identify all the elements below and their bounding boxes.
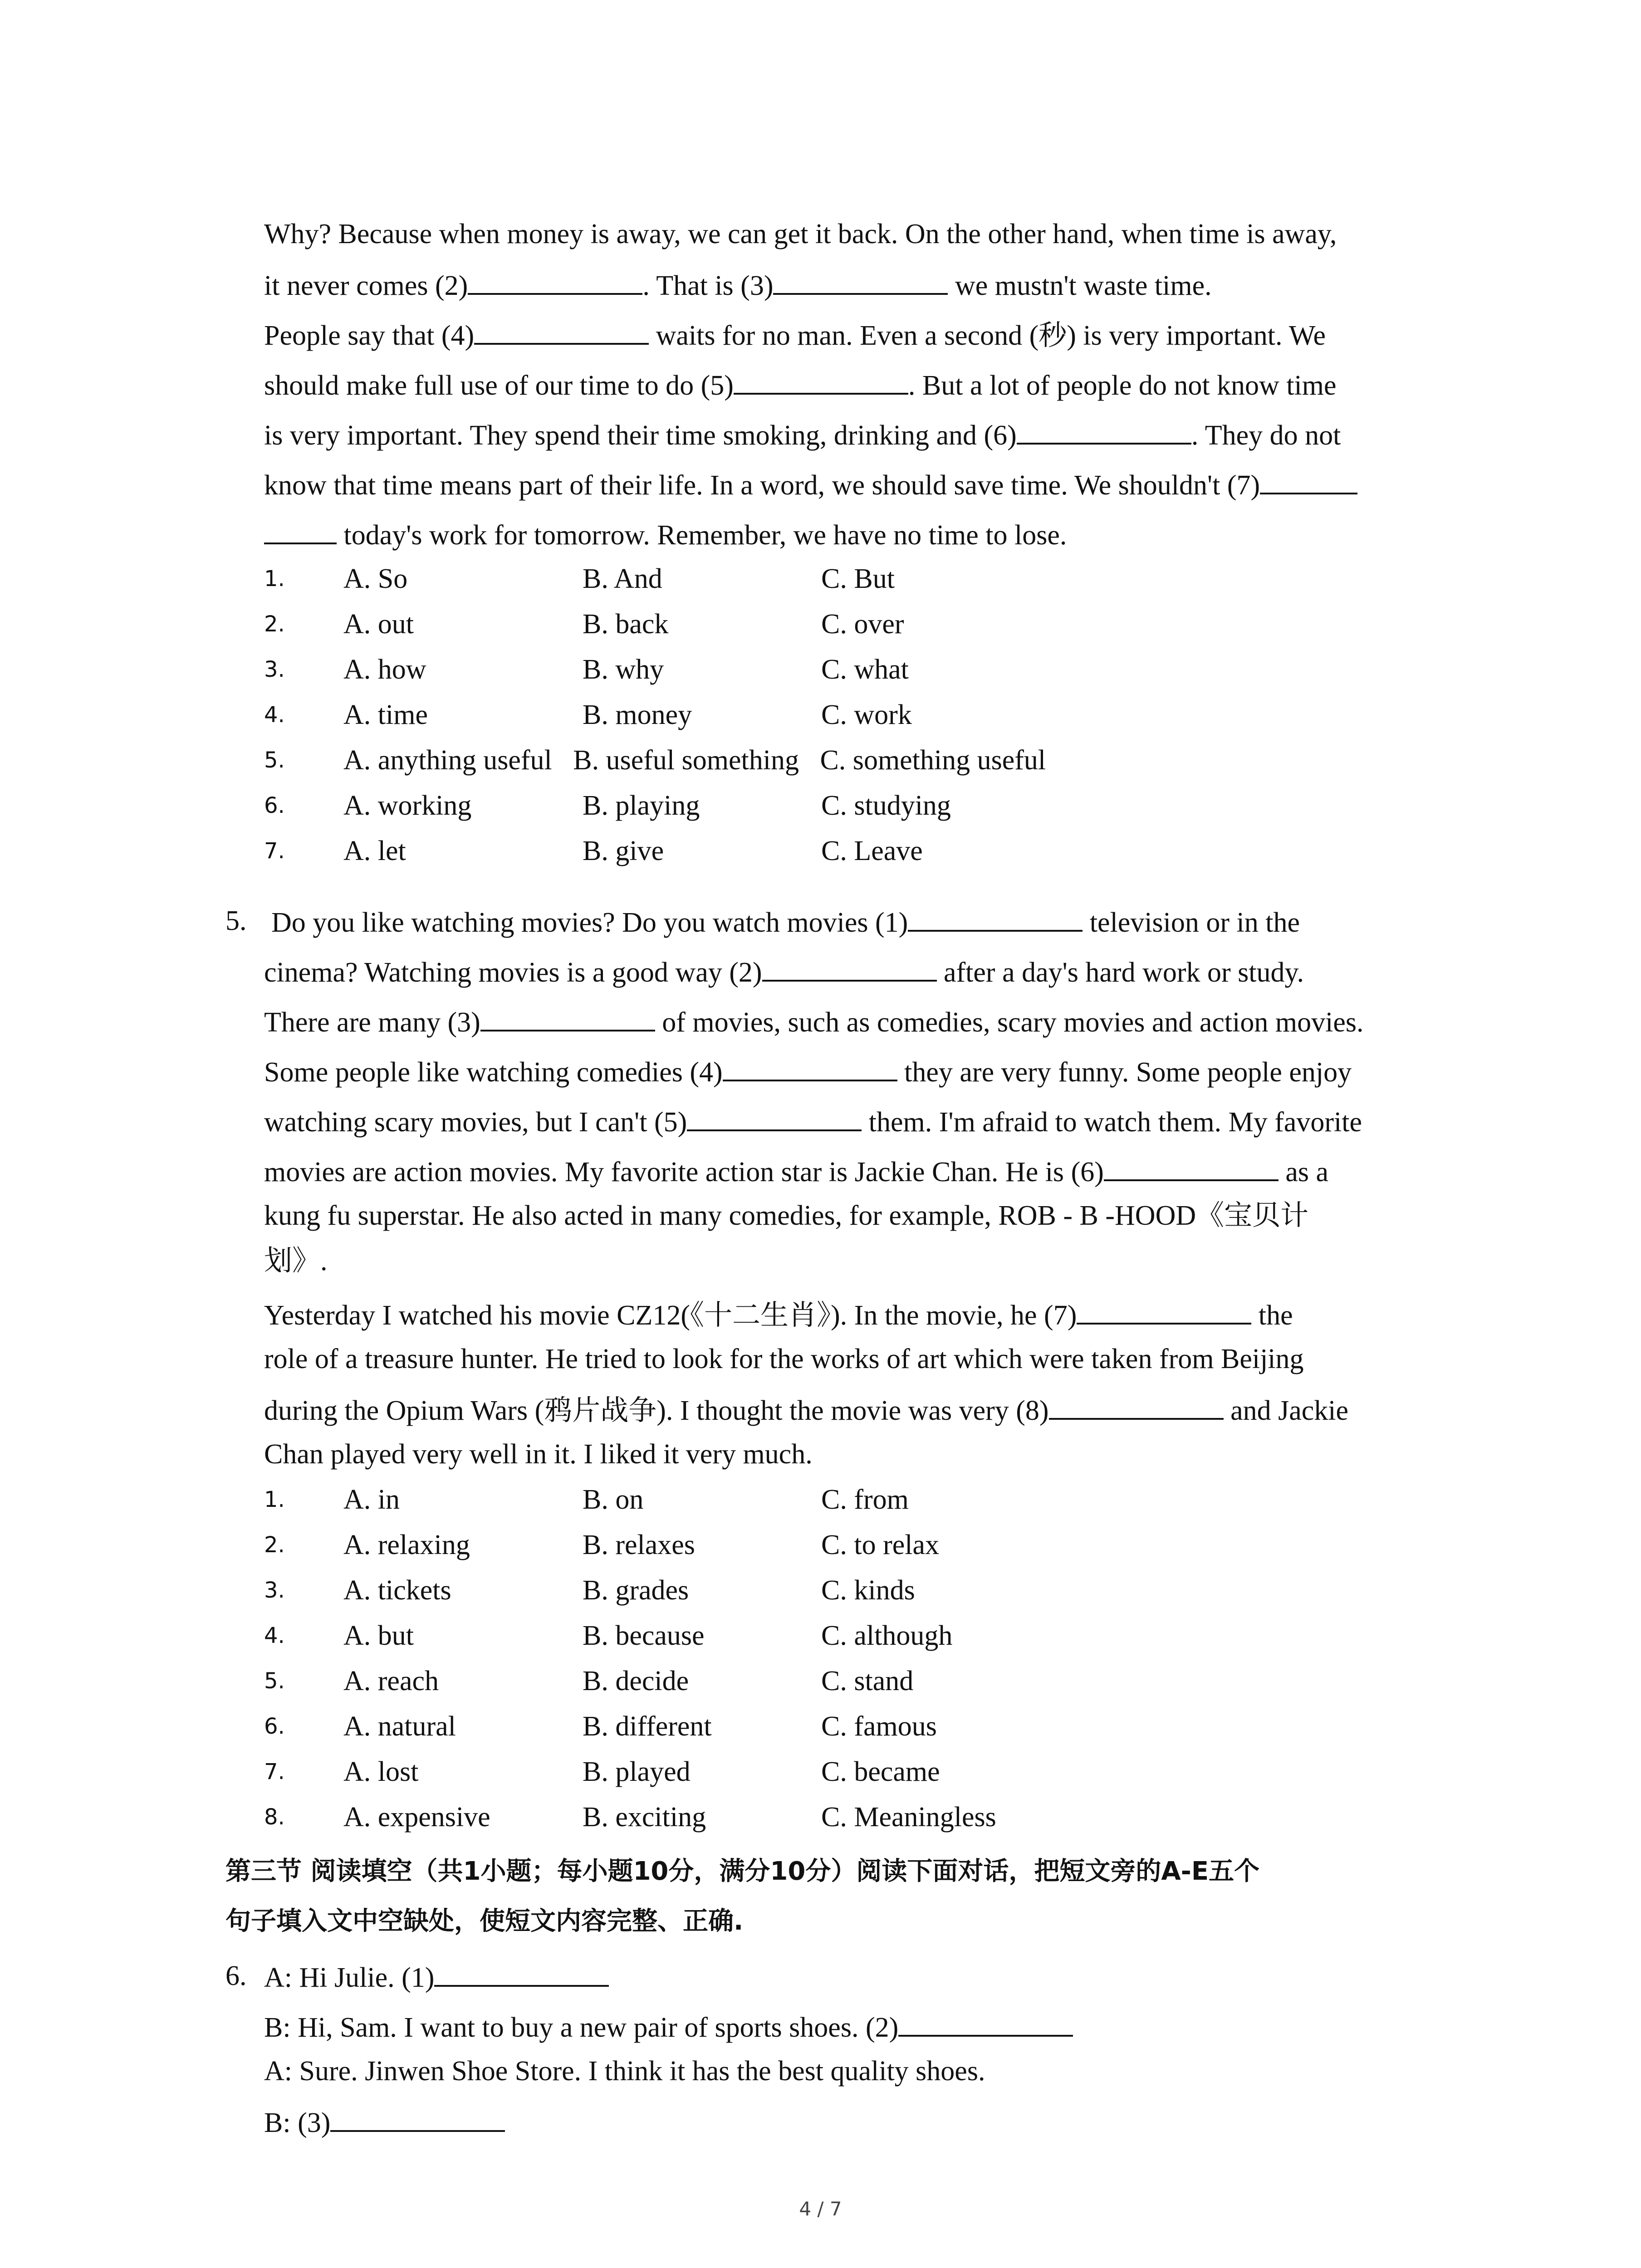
passage-line: People say that (4) waits for no man. Even a second (秒) is very important. We (264, 316, 1326, 354)
option-number: 6. (264, 793, 285, 818)
passage-line: during the Opium Wars (鸦片战争). I thought the movie was very (8) and Jackie (264, 1391, 1348, 1429)
option-b: B. grades (583, 1575, 689, 1606)
answer-blank (908, 903, 1083, 932)
passage-line: Some people like watching comedies (4) they are very funny. Some people enjoy (264, 1052, 1352, 1090)
option-b: B. money (583, 699, 692, 730)
passage-line: 划》. (264, 1246, 328, 1276)
option-c: C. studying (821, 790, 951, 821)
option-number: 3. (264, 657, 285, 682)
option-a: A. lost (343, 1756, 419, 1787)
option-c: C. famous (821, 1711, 937, 1742)
option-a: A. tickets (343, 1575, 451, 1606)
dialogue-line: B: Hi, Sam. I want to buy a new pair of sports shoes. (2) (264, 2008, 1073, 2046)
answer-blank (773, 266, 948, 295)
option-b: B. give (583, 836, 664, 866)
passage-line: There are many (3) of movies, such as comedies, scary movies and action movies. (264, 1002, 1363, 1041)
passage-line: role of a treasure hunter. He tried to look for the works of art which were taken from Beijing (264, 1344, 1304, 1374)
option-b: B. why (583, 654, 664, 685)
option-line: A. anything useful B. useful something C. something useful (343, 745, 1046, 776)
passage-line: watching scary movies, but I can't (5) them. I'm afraid to watch them. My favorite (264, 1102, 1362, 1140)
answer-blank (468, 266, 642, 295)
passage-line: today's work for tomorrow. Remember, we have no time to lose. (264, 515, 1067, 553)
option-b: B. because (583, 1620, 705, 1651)
option-c: C. Meaningless (821, 1802, 996, 1833)
answer-blank (264, 515, 337, 544)
answer-blank (687, 1102, 862, 1131)
option-a: A. relaxing (343, 1530, 470, 1560)
option-number: 4. (264, 1623, 285, 1648)
passage-line: kung fu superstar. He also acted in many comedies, for example, ROB - B -HOOD《宝贝计 (264, 1200, 1309, 1231)
option-b: B. played (583, 1756, 691, 1787)
option-c: C. what (821, 654, 909, 685)
option-number: 1. (264, 1487, 285, 1512)
option-a: A. out (343, 609, 414, 640)
option-c: C. from (821, 1484, 909, 1515)
option-c: C. kinds (821, 1575, 915, 1606)
option-number: 5. (264, 748, 285, 773)
option-number: 3. (264, 1578, 285, 1603)
option-number: 2. (264, 611, 285, 637)
question-number: 6. (225, 1960, 247, 1991)
option-c: C. work (821, 699, 912, 730)
answer-blank (1049, 1391, 1224, 1420)
option-number: 8. (264, 1804, 285, 1830)
option-number: 2. (264, 1532, 285, 1558)
answer-blank (734, 366, 908, 395)
option-a: A. how (343, 654, 426, 685)
option-b: B. exciting (583, 1802, 706, 1833)
option-number: 1. (264, 566, 285, 591)
option-b: B. relaxes (583, 1530, 695, 1560)
passage-line: Do you like watching movies? Do you watch movies (1) television or in the (271, 903, 1300, 941)
option-a: A. let (343, 836, 406, 866)
option-a: A. time (343, 699, 428, 730)
option-c: C. although (821, 1620, 953, 1651)
option-number: 7. (264, 1759, 285, 1784)
option-a: A. in (343, 1484, 400, 1515)
dialogue-line: A: Sure. Jinwen Shoe Store. I think it has the best quality shoes. (264, 2056, 985, 2087)
passage-line: Why? Because when money is away, we can get it back. On the other hand, when time is away, (264, 219, 1337, 249)
passage-line: it never comes (2) . That is (3) we mustn't waste time. (264, 266, 1212, 304)
passage-line: Yesterday I watched his movie CZ12(《十二生肖》). In the movie, he (7) the (264, 1295, 1293, 1334)
option-a: A. but (343, 1620, 414, 1651)
option-a: A. working (343, 790, 472, 821)
option-b: B. And (583, 563, 662, 594)
answer-blank (898, 2008, 1073, 2037)
option-number: 6. (264, 1714, 285, 1739)
option-a: A. natural (343, 1711, 456, 1742)
answer-blank (723, 1052, 897, 1081)
answer-blank (434, 1958, 609, 1987)
option-c: C. Leave (821, 836, 923, 866)
option-b: B. back (583, 609, 669, 640)
option-b: B. playing (583, 790, 700, 821)
option-number: 4. (264, 702, 285, 728)
answer-blank (1260, 465, 1357, 494)
section-heading: 第三节 阅读填空（共1小题；每小题10分，满分10分）阅读下面对话，把短文旁的A-E五个 (225, 1857, 1260, 1886)
option-number: 5. (264, 1668, 285, 1694)
option-c: C. to relax (821, 1530, 939, 1560)
option-b: B. decide (583, 1666, 689, 1696)
option-b: B. on (583, 1484, 644, 1515)
passage-line: is very important. They spend their time smoking, drinking and (6) . They do not (264, 415, 1341, 454)
dialogue-line: A: Hi Julie. (1) (264, 1958, 609, 1996)
answer-blank (474, 316, 649, 345)
passage-line: know that time means part of their life. In a word, we should save time. We shouldn't (7) (264, 465, 1357, 503)
option-a: A. reach (343, 1666, 439, 1696)
option-c: C. over (821, 609, 904, 640)
answer-blank (330, 2103, 505, 2132)
section-heading: 句子填入文中空缺处，使短文内容完整、正确. (225, 1906, 744, 1936)
option-a: A. So (343, 563, 408, 594)
option-c: C. But (821, 563, 895, 594)
option-b: B. different (583, 1711, 712, 1742)
option-a: A. expensive (343, 1802, 490, 1833)
dialogue-line: B: (3) (264, 2103, 505, 2141)
passage-line: should make full use of our time to do (5) . But a lot of people do not know time (264, 366, 1337, 404)
answer-blank (1017, 415, 1191, 445)
option-c: C. stand (821, 1666, 914, 1696)
answer-blank (1077, 1295, 1251, 1325)
passage-line: Chan played very well in it. I liked it very much. (264, 1439, 813, 1470)
answer-blank (762, 953, 937, 982)
passage-line: movies are action movies. My favorite action star is Jackie Chan. He is (6) as a (264, 1152, 1328, 1190)
option-number: 7. (264, 838, 285, 864)
answer-blank (1104, 1152, 1279, 1181)
passage-line: cinema? Watching movies is a good way (2) after a day's hard work or study. (264, 953, 1304, 991)
page-number: 4 / 7 (799, 2198, 842, 2220)
option-c: C. became (821, 1756, 940, 1787)
question-number: 5. (225, 905, 247, 936)
answer-blank (480, 1002, 655, 1031)
